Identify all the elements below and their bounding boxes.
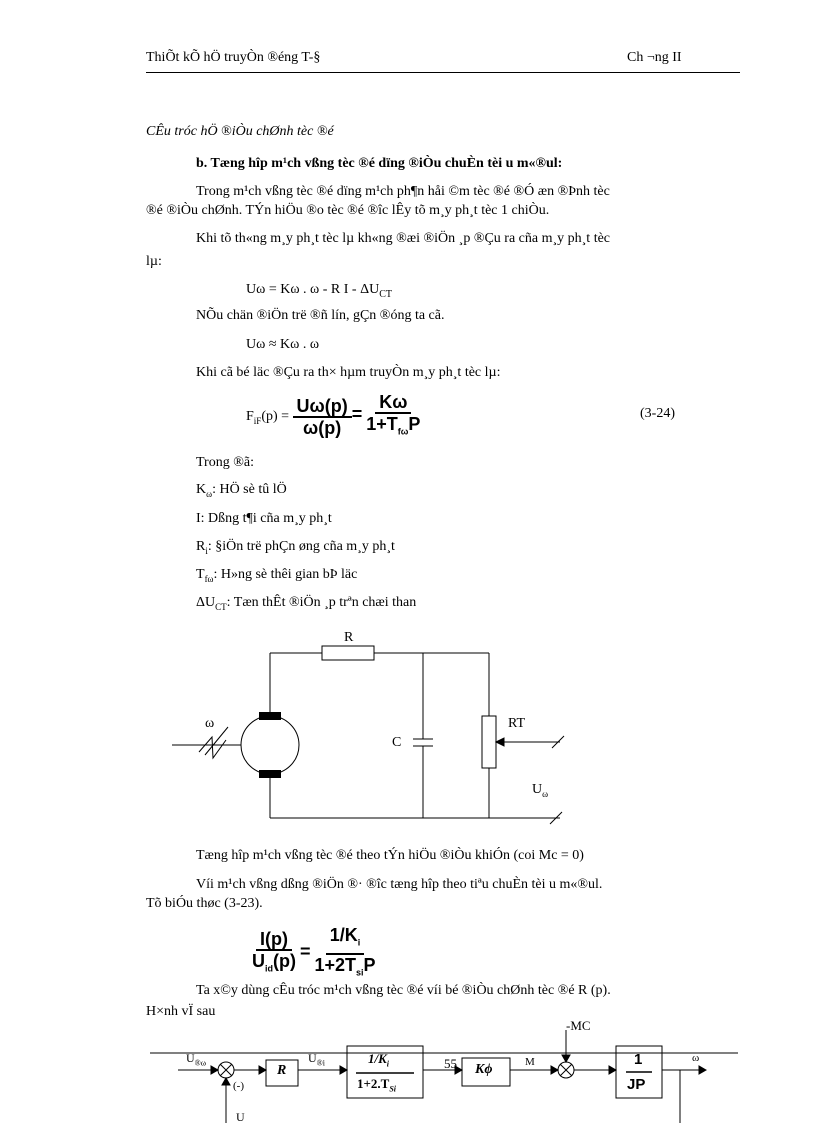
- def-delta-u: $\Delta U_{CT}$: Tæn thÊt ®iÖn ¸p trªn chæi than: [196, 595, 417, 612]
- circuit-label-omega: ω: [205, 716, 215, 731]
- bd-mc-label: -MC: [566, 1018, 591, 1033]
- para6-line1: Víi m¹ch vßng dßng ®iÖn ®· ®îc tæng hîp theo tiªu chuÈn tèi u m«®ul.: [196, 877, 603, 892]
- equation-1: Uω = Kω . ω - R I - $\Delta U_{CT}$: [246, 282, 392, 300]
- fraction-3: $\frac{I(p)}{U_{id}(p)}$: [252, 928, 296, 974]
- bd-bottom-label: U: [236, 1110, 245, 1124]
- bd-m-label: M: [525, 1056, 535, 1068]
- circuit-label-c: C: [392, 735, 402, 750]
- para2-line2: lµ:: [146, 254, 162, 269]
- bd-kphi-label: Kϕ: [475, 1062, 493, 1077]
- equation-4: $\frac{I(p)}{U_{id}(p)}$ = $\frac{1/K_i}{1+2T_{si}P}$: [248, 925, 380, 982]
- para1-line2: ®é ®iÒu chØnh. TÝn hiÖu ®o tèc ®é ®îc lÊy tõ m¸y ph¸t tèc 1 chiÒu.: [146, 203, 550, 218]
- para7-line1: Ta x©y dùng cÊu tróc m¹ch vßng tèc ®é víi bé ®iÒu chØnh tèc ®é R (p).: [196, 983, 611, 998]
- fraction-4: $\frac{1/K_i}{1+2T_{si}P}$: [314, 925, 376, 978]
- circuit-label-rt: RT: [508, 716, 526, 731]
- bd-f-num: $1/K_i$: [368, 1051, 390, 1069]
- bd-input-label: $U_{®\omega}$: [186, 1051, 207, 1068]
- para3: NÕu chän ®iÖn trë ®ñ lín, gÇn ®óng ta cã.: [196, 308, 445, 323]
- def-t-filter: $T_{f\omega}$: H»ng sè thêi gian bÞ läc: [196, 567, 358, 584]
- para6-line2: Tõ biÓu thøc (3-23).: [146, 896, 263, 911]
- bd-out-label: ω: [692, 1052, 700, 1064]
- bd-udi-label: $U_{®i}$: [308, 1051, 325, 1068]
- where-label: Trong ®ã:: [196, 455, 254, 470]
- circuit-label-u-omega: $U_\omega$: [532, 782, 549, 799]
- bd-minus-label: (-): [233, 1080, 244, 1092]
- para1-line1: Trong m¹ch vßng tèc ®é dïng m¹ch ph¶n håi ©m tèc ®é ®Ó æn ®Þnh tèc: [196, 184, 610, 199]
- para4: Khi cã bé läc ®Çu ra th× hµm truyÒn m¸y ph¸t tèc lµ:: [196, 365, 501, 380]
- subheading: b. Tæng hîp m¹ch vßng tèc ®é dïng ®iÒu chuÈn tèi u m«®ul:: [196, 156, 563, 171]
- bd-jp-den: JP: [627, 1076, 646, 1093]
- para2-line1: Khi tõ th«ng m¸y ph¸t tèc lµ kh«ng ®æi ®iÖn ¸p ®Çu ra cña m¸y ph¸t tèc: [196, 231, 611, 246]
- def-ri: $R_i$: §iÖn trë phÇn øng cña m¸y ph¸t: [196, 539, 395, 556]
- equation-3-label: (3-24): [640, 406, 675, 421]
- equation-3: $F_{iF}(p)$ = $\frac{U\omega(p)}{\omega(p)}$ = $\frac{K\omega}{1+T_{f\omega}P}$: [246, 392, 424, 442]
- fraction-2: $\frac{K\omega}{1+T_{f\omega}P}$: [366, 392, 421, 437]
- header-left: ThiÕt kÕ hÖ truyÒn ®éng T-§: [146, 50, 321, 65]
- fraction-1: $\frac{U\omega(p)}{\omega(p)}$: [293, 396, 352, 438]
- def-k-omega: $K_\omega$: HÖ sè tû lÖ: [196, 482, 287, 499]
- circuit-label-r: R: [344, 630, 354, 645]
- bd-f-den: $1+2.T_{Si}$: [357, 1076, 397, 1094]
- para7-line2: H×nh vÏ sau: [146, 1004, 216, 1019]
- bd-r-label: R: [277, 1063, 287, 1078]
- section-title: CÊu tróc hÖ ®iÒu chØnh tèc ®é: [146, 124, 334, 139]
- para5: Tæng hîp m¹ch vßng tèc ®é theo tÝn hiÖu ®iÒu khiÓn (coi Mc = 0): [196, 848, 584, 863]
- bd-stray-55: 55: [444, 1056, 457, 1071]
- header-right: Ch ¬ng II: [627, 50, 682, 65]
- equation-2: Uω ≈ Kω . ω: [246, 337, 320, 352]
- bd-jp-num: 1: [634, 1051, 643, 1068]
- def-i: I: Dßng t¶i cña m¸y ph¸t: [196, 511, 332, 526]
